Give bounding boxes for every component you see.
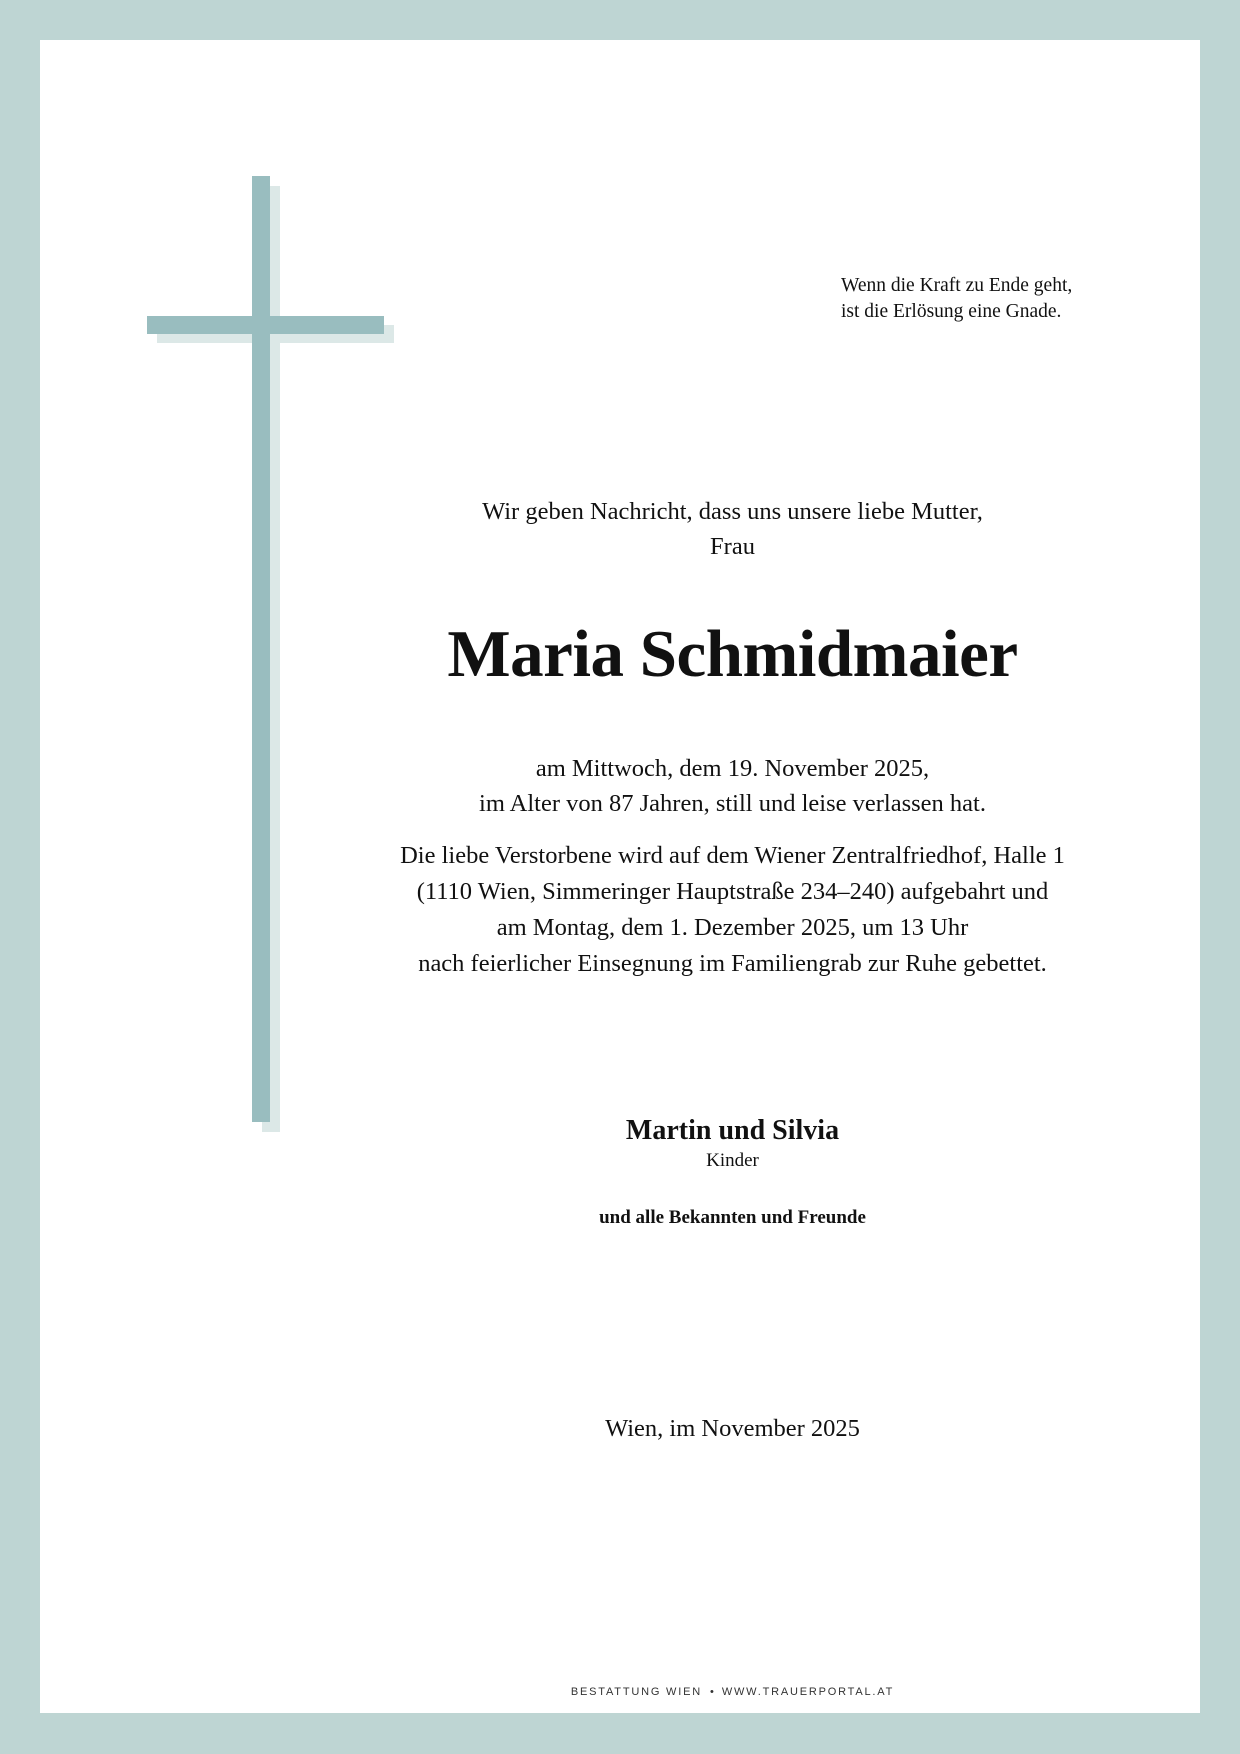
intro-line: Frau (710, 533, 755, 560)
deceased-name: Maria Schmidmaier (447, 617, 1018, 691)
death-details (340, 751, 1125, 821)
other-mourners: und alle Bekannten und Freunde (599, 1207, 866, 1228)
place-and-date: Wien, im November 2025 (605, 1415, 860, 1442)
motto-verse (841, 273, 1072, 325)
footer-website-link[interactable]: WWW.TRAUERPORTAL.AT (721, 1686, 895, 1698)
ceremony-line: Die liebe Verstorbene wird auf dem Wiener Zentralfriedhof, Halle 1 (400, 842, 1065, 869)
footer-company: BESTATTUNG WIEN (570, 1686, 702, 1698)
ceremony-line: (1110 Wien, Simmeringer Hauptstraße 234–240) aufgebahrt und (416, 878, 1049, 905)
mourner-names: Martin und Silvia (625, 1115, 840, 1146)
mourner-relation: Kinder (706, 1150, 759, 1171)
footer (340, 1686, 1125, 1698)
ceremony-line: nach feierlicher Einsegnung im Familiengrab zur Ruhe gebettet. (418, 950, 1047, 977)
motto-line: Wenn die Kraft zu Ende geht, (841, 275, 1073, 296)
details-line: am Mittwoch, dem 19. November 2025, (535, 755, 930, 782)
ceremony-line: am Montag, dem 1. Dezember 2025, um 13 Uhr (496, 914, 969, 941)
motto-line: ist die Erlösung eine Gnade. (841, 301, 1062, 322)
footer-separator: • (709, 1686, 714, 1698)
intro-text (340, 494, 1125, 564)
ceremony-info (340, 838, 1125, 982)
details-line: im Alter von 87 Jahren, still und leise verlassen hat. (479, 790, 986, 817)
intro-line: Wir geben Nachricht, dass uns unsere liebe Mutter, (482, 498, 983, 525)
